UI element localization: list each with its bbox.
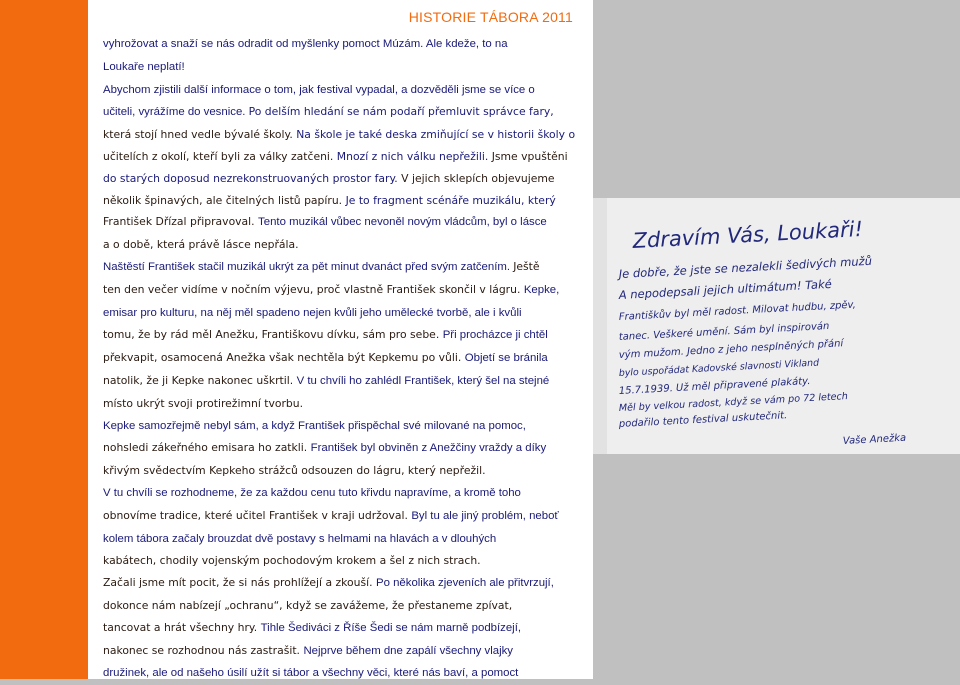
text-line xyxy=(103,370,585,393)
text-line xyxy=(103,124,585,146)
text-line xyxy=(103,393,585,415)
text-segment: do starých doposud nezrekonstruovaných prostor fary. xyxy=(103,171,402,185)
text-segment: Ještě xyxy=(513,259,540,273)
text-segment: místo ukrýt svoji protirežimní tvorbu. xyxy=(103,396,304,410)
text-segment: Při procházce ji chtěl xyxy=(442,329,548,342)
article-body xyxy=(103,33,585,685)
text-segment: několik špinavých, ale čitelných listů papíru. xyxy=(103,193,346,207)
text-line xyxy=(103,617,585,640)
text-line xyxy=(103,505,585,528)
letter-line: podařilo tento festival uskutečnit. xyxy=(618,410,788,430)
text-segment: Po několika zjeveních ale přitvrzují, xyxy=(375,577,554,590)
text-line xyxy=(103,56,585,79)
text-line xyxy=(103,256,585,279)
text-line xyxy=(103,482,585,505)
text-segment: Je to fragment scénáře muzikálu, který xyxy=(345,193,556,207)
page-header-title: HISTORIE TÁBORA 2011 xyxy=(408,9,573,25)
text-segment: učiteli, vyrážíme do vesnice. xyxy=(103,106,249,119)
text-segment: Kepke samozřejmě nebyl sám, a když František přispěchal své milované na pomoc, xyxy=(103,419,526,432)
text-segment: překvapit, osamocená Anežka však nechtěla být Kepkemu po vůli. xyxy=(103,351,465,365)
text-segment: ten den večer vidíme v nočním výjevu, proč vlastně František skončil v lágru. xyxy=(103,282,524,296)
text-line xyxy=(103,211,585,234)
text-segment: V tu chvíli ho zahlédl František, který šel na stejné xyxy=(296,374,550,387)
letter-svg xyxy=(593,198,960,454)
text-segment: Abychom zjistili další informace o tom, jak festival vypadal, a dozvěděli jsme se více o xyxy=(103,83,535,96)
text-line xyxy=(103,415,585,438)
text-segment: Loukaře neplatí! xyxy=(103,60,185,73)
letter-line: Měl by velkou radost, když se vám po 72 letech xyxy=(618,391,849,414)
text-segment: vyhrožovat a snaží se nás odradit od myšlenky pomoct Múzám. Ale kdeže, to na xyxy=(103,38,508,50)
letter-line: Františkův byl měl radost. Milovat hudbu, zpěv, xyxy=(618,299,857,323)
text-line xyxy=(103,550,585,572)
letter-line: 15.7.1939. Už měl připravené plakáty. xyxy=(618,375,811,397)
text-line xyxy=(103,595,585,617)
orange-sidebar xyxy=(0,0,88,679)
letter-signature: Vaše Anežka xyxy=(842,432,907,447)
text-segment: Objetí se bránila xyxy=(464,352,548,365)
text-segment: natolik, že ji Kepke nakonec uškrtil. xyxy=(103,373,297,387)
text-line xyxy=(103,146,585,168)
text-segment: kabátech, chodily vojenským pochodovým krokem a šel z nich strach. xyxy=(103,554,481,568)
text-segment: kolem tábora začaly brouzdat dvě postavy s helmami na hlavách a v dlouhých xyxy=(103,532,497,545)
text-segment: V tu chvíli se rozhodneme, že za každou cenu tuto křivdu napravíme, a kromě toho xyxy=(103,486,521,499)
letter-line: bylo uspořádat Kadovské slavnosti Vikland xyxy=(618,357,820,379)
text-line xyxy=(103,33,585,56)
text-segment: nakonec se rozhodnou nás zastrašit. xyxy=(103,643,304,657)
text-segment: Nejprve během dne zapálí všechny vlajky xyxy=(303,644,514,657)
text-segment: František Dřízal připravoval. xyxy=(103,215,259,229)
text-line xyxy=(103,302,585,325)
text-segment: a o době, která právě lásce nepřála. xyxy=(103,238,299,252)
text-segment: emisar pro kulturu, na něj měl spadeno nejen kvůli jeho umělecké tvorbě, ale i kvůli xyxy=(103,306,522,319)
letter-line: A nepodepsali jejich ultimátum! Také xyxy=(618,276,833,302)
document-page xyxy=(88,0,593,679)
text-line xyxy=(103,79,585,102)
text-segment: obnovíme tradice, které učitel František v kraji udržoval. xyxy=(103,508,412,522)
text-line xyxy=(103,101,585,124)
letter-line: Je dobře, že jste se nezalekli šedivých mužů xyxy=(618,253,873,281)
text-segment: Tento muzikál vůbec nevoněl novým vládcům, byl o lásce xyxy=(258,216,547,229)
text-segment: která stojí hned vedle bývalé školy. xyxy=(103,128,297,142)
text-segment: křivým svědectvím Kepkeho strážců odsouzen do lágru, který nepřežil. xyxy=(103,464,486,478)
text-segment: tomu, že by rád měl Anežku, Františkovu dívku, sám pro sebe. xyxy=(103,328,443,342)
text-line xyxy=(103,234,585,256)
text-segment: Mnozí z nich válku nepřežili. xyxy=(336,149,492,163)
text-segment: Tihle Šediváci z Říše Šedi se nám marně podbízejí, xyxy=(260,621,522,634)
text-line xyxy=(103,437,585,460)
text-line xyxy=(103,662,585,685)
text-line xyxy=(103,460,585,482)
text-segment: Na škole je také deska zmiňující se v historii školy o xyxy=(296,128,576,142)
text-line xyxy=(103,347,585,370)
text-segment: Začali jsme mít pocit, že si nás prohlížejí a zkouší. xyxy=(103,576,376,590)
text-segment: Po delším hledání se nám podaří přemluvit správce fary, xyxy=(248,105,554,119)
text-segment: učitelích z okolí, kteří byli za války zatčeni. xyxy=(103,149,337,163)
text-line xyxy=(103,572,585,595)
text-segment: nohsledi zákeřného emisara ho zatkli. xyxy=(103,441,311,455)
handwritten-letter-photo xyxy=(593,198,960,454)
text-line xyxy=(103,528,585,551)
text-line xyxy=(103,168,585,190)
text-segment: družinek, ale od našeho úsilí užít si tábor a všechny věci, které nás baví, a pomoct xyxy=(103,667,519,680)
letter-line: tanec. Veškeré umění. Sám byl inspirován xyxy=(618,320,830,343)
text-line xyxy=(103,640,585,663)
text-segment: Naštěstí František stačil muzikál ukrýt za pět minut dvanáct před svým zatčením. xyxy=(103,260,514,273)
text-segment: Byl tu ale jiný problém, neboť xyxy=(411,509,559,522)
letter-line: vým mužom. Jedno z jeho nesplněných přání xyxy=(618,338,844,361)
text-segment: tancovat a hrát všechny hry. xyxy=(103,620,261,634)
text-line xyxy=(103,190,585,212)
text-segment: dokonce nám nabízejí „ochranu“, když se zavážeme, že přestaneme zpívat, xyxy=(103,598,513,612)
text-line xyxy=(103,324,585,347)
text-segment: František byl obviněn z Anežčiny vraždy a díky xyxy=(310,442,547,455)
text-segment: Kepke, xyxy=(523,283,560,296)
letter-greeting: Zdravím Vás, Loukaři! xyxy=(632,216,864,253)
text-segment: V jejich sklepích objevujeme xyxy=(401,171,555,185)
text-line xyxy=(103,279,585,302)
text-segment: Jsme vpuštěni xyxy=(491,149,568,163)
